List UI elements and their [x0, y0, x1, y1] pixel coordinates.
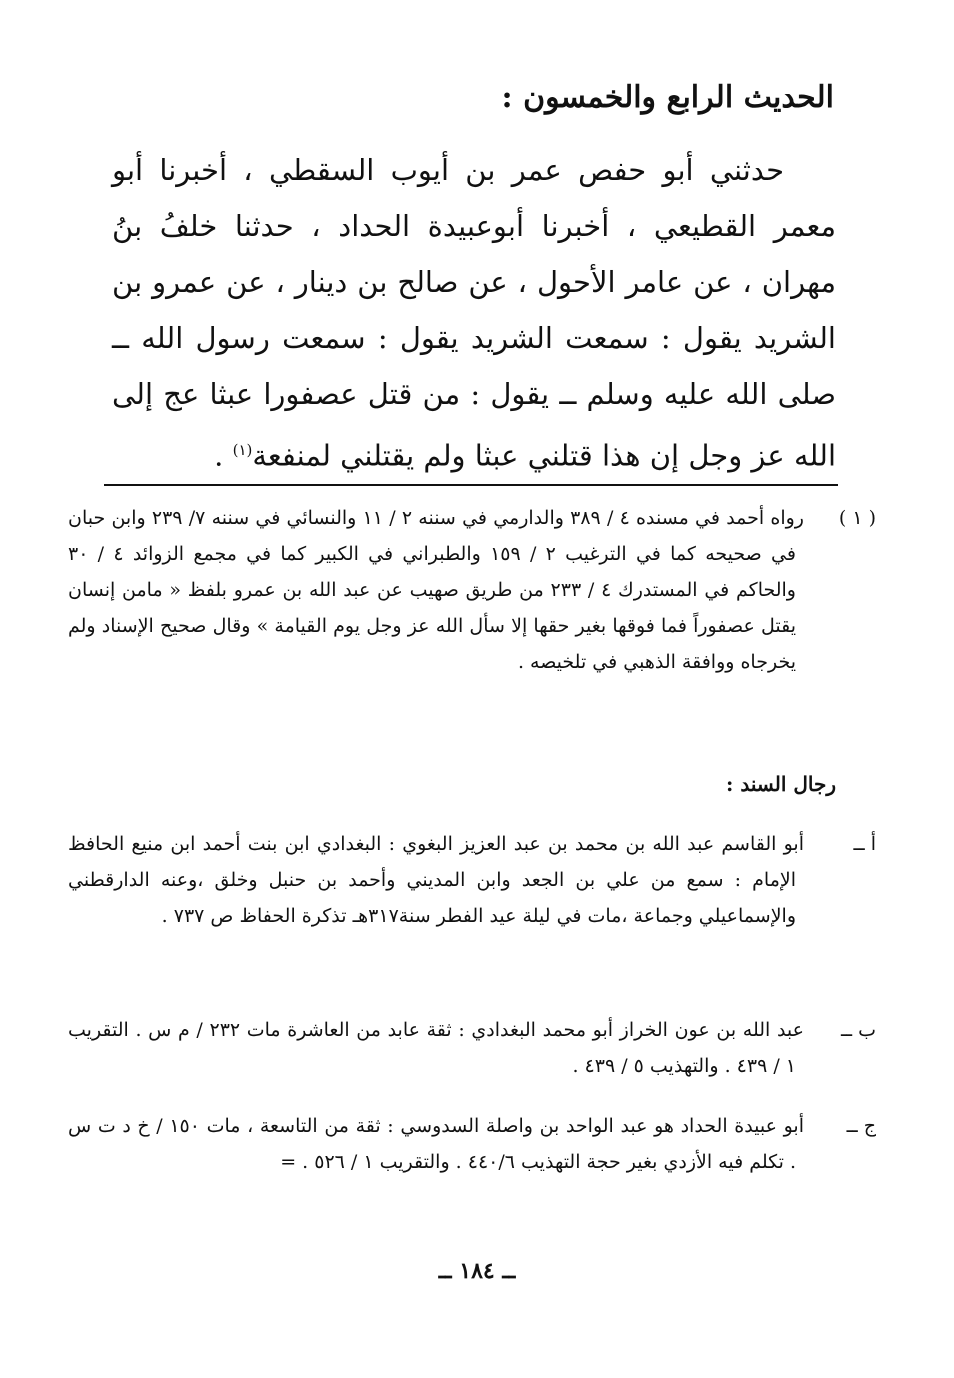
hadith-text: [112, 142, 836, 484]
sanad-heading: رجال السند :: [726, 772, 836, 796]
hadith-body: حدثني أبو حفص عمر بن أيوب السقطي ، أخبرنا أبو معمر القطيعي ، أخبرنا أبوعبيدة الحداد ، حدثنا خلفُ بنُ مهران ، عن عامر الأحول ، عن صالح بن دينار ، عن عمرو بن الشريد يقول : سمعت الشريد يقول : سمعت رسول الله ــ صلى الله عليه وسلم ــ يقول : من قتل عصفورا عبثا عج إلى الله عز وجل إن هذا قتلني عبثا ولم يقتلني لمنفعة: [112, 153, 836, 473]
entry-text: أبو عبيدة الحداد هو عبد الواحد بن واصلة السدوسي : ثقة من التاسعة ، مات ١٥٠ / خ د ت س . تكلم فيه الأزدي بغير حجة التهذيب ٤٤٠/٦ . والتقريب ١ / ٥٢٦ . =: [68, 1115, 804, 1173]
footnote-divider: [104, 484, 838, 486]
footnote-marker: ( ١ ): [838, 507, 876, 529]
entry-marker: أ ــ: [853, 833, 876, 855]
footnote-text: رواه أحمد في مسنده ٤ / ٣٨٩ والدارمي في سننه ٢ / ١١ والنسائي في سننه ٧/ ٢٣٩ وابن حبان في صحيحه كما في الترغيب ٢ / ١٥٩ والطبراني في الكبير كما في مجمع الزوائد ٤ / ٣٠ والحاكم في المستدرك ٤ / ٢٣٣ من طريق صهيب عن عبد الله بن عمرو بلفظ « مامن إنسان يقتل عصفوراً فما فوقها بغير حقها إلا سأل الله عز وجل يوم القيامة » وقال صحيح الإسناد ولم يخرجاه ووافقة الذهبي في تلخيصه .: [68, 507, 804, 673]
hadith-end: .: [214, 438, 224, 473]
footnote: [68, 500, 876, 680]
narrator-entry: [68, 1012, 876, 1084]
hadith-heading: الحديث الرابع والخمسون :: [501, 80, 834, 115]
narrator-entry: [68, 1108, 876, 1180]
entry-marker: ج ــ: [846, 1115, 876, 1137]
entry-text: عبد الله بن عون الخراز أبو محمد البغدادي : ثقة عابد من العاشرة مات ٢٣٢ / م س . التقريب ١ / ٤٣٩ . والتهذيب ٥ / ٤٣٩ .: [68, 1019, 804, 1077]
entry-text: أبو القاسم عبد الله بن محمد بن عبد العزيز البغوي : البغدادي ابن بنت أحمد ابن منيع الحافظ الإمام : سمع من علي بن الجعد وابن المديني وأحمد بن حنبل وخلق ،وعنه الدارقطني والإسماعيلي وجماعة ،مات في ليلة عيد الفطر سنة٣١٧هـ تذكرة الحفاظ ص ٧٣٧ .: [68, 833, 804, 927]
narrator-entry: [68, 826, 876, 934]
entry-marker: ب ــ: [840, 1019, 876, 1041]
footnote-reference: (١): [232, 441, 253, 459]
page-number: ــ ١٨٤ ــ: [438, 1258, 516, 1284]
